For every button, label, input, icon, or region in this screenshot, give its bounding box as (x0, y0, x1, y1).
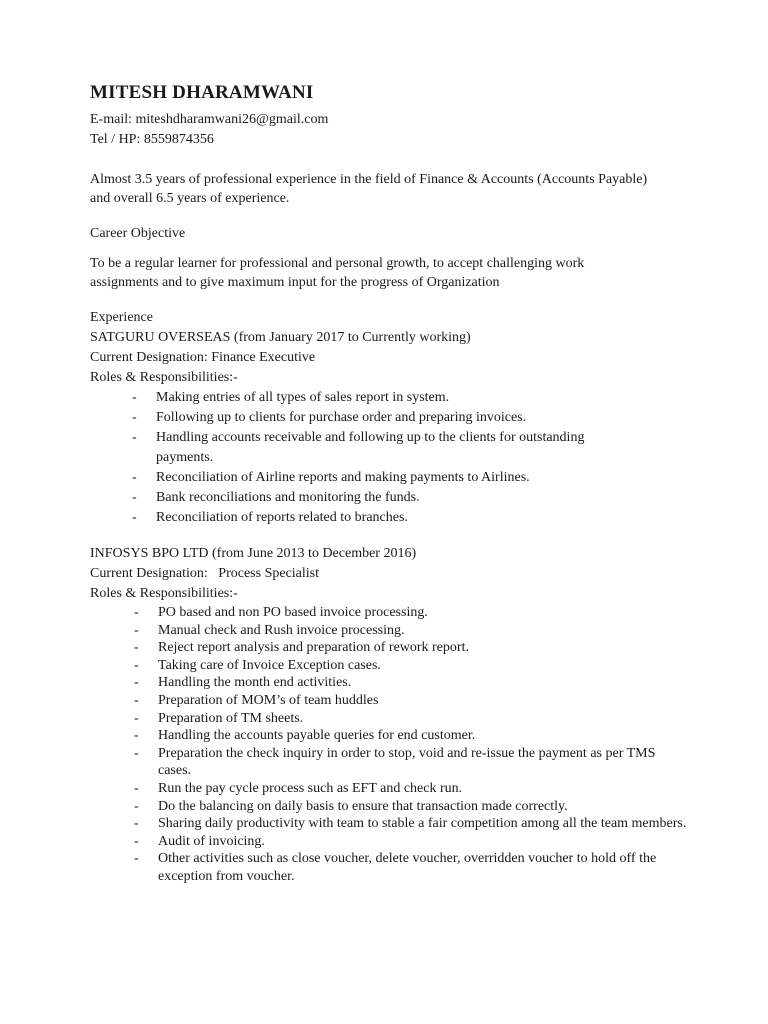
roles-list (90, 604, 690, 886)
job-designation: Current Designation: Finance Executive (90, 350, 316, 365)
candidate-name: MITESH DHARAMWANI (90, 82, 314, 103)
list-item: - Reconciliation of reports related to branches. (90, 508, 630, 528)
phone-line: Tel / HP: 8559874356 (90, 132, 214, 147)
list-item: - Do the balancing on daily basis to ensure that transaction made correctly. (90, 798, 690, 816)
list-item: - Preparation of MOM’s of team huddles (90, 692, 690, 710)
list-item: - Bank reconciliations and monitoring the funds. (90, 488, 630, 508)
roles-list (90, 388, 630, 528)
list-item: - Manual check and Rush invoice processing. (90, 622, 690, 640)
summary-paragraph: Almost 3.5 years of professional experience in the field of Finance & Accounts (Accounts Payable) and overall 6.5 years of experience. (90, 172, 648, 206)
roles-heading: Roles & Responsibilities:- (90, 370, 238, 385)
list-item: - Following up to clients for purchase order and preparing invoices. (90, 408, 630, 428)
resume-page (90, 80, 690, 886)
job-infosys (90, 544, 690, 886)
list-item: - PO based and non PO based invoice processing. (90, 604, 690, 622)
job-designation: Current Designation: Process Specialist (90, 566, 320, 581)
job-company: INFOSYS BPO LTD (from June 2013 to December 2016) (90, 546, 417, 561)
list-item: - Handling the accounts payable queries for end customer. (90, 727, 690, 745)
list-item: - Preparation of TM sheets. (90, 710, 690, 728)
list-item: - Preparation the check inquiry in order to stop, void and re-issue the payment as per TMS cases. (90, 745, 690, 780)
list-item: - Sharing daily productivity with team to stable a fair competition among all the team members. (90, 815, 690, 833)
list-item: - Reject report analysis and preparation of rework report. (90, 639, 690, 657)
list-item: - Making entries of all types of sales report in system. (90, 388, 630, 408)
list-item: - Handling accounts receivable and following up to the clients for outstanding payments. (90, 428, 630, 468)
experience-heading: Experience (90, 310, 153, 325)
email-line: E-mail: miteshdharamwani26@gmail.com (90, 112, 329, 127)
list-item: - Reconciliation of Airline reports and making payments to Airlines. (90, 468, 630, 488)
list-item: - Handling the month end activities. (90, 674, 690, 692)
roles-heading: Roles & Responsibilities:- (90, 586, 238, 601)
list-item: - Audit of invoicing. (90, 833, 690, 851)
career-objective-heading: Career Objective (90, 226, 186, 241)
job-satguru (90, 328, 690, 528)
job-company: SATGURU OVERSEAS (from January 2017 to Currently working) (90, 330, 471, 345)
list-item: - Other activities such as close voucher, delete voucher, overridden voucher to hold off the exception from voucher. (90, 850, 690, 885)
list-item: - Taking care of Invoice Exception cases. (90, 657, 690, 675)
list-item: - Run the pay cycle process such as EFT and check run. (90, 780, 690, 798)
career-objective-text: To be a regular learner for professional and personal growth, to accept challenging work assignments and to give maximum input for the progress of Organization (90, 256, 585, 290)
